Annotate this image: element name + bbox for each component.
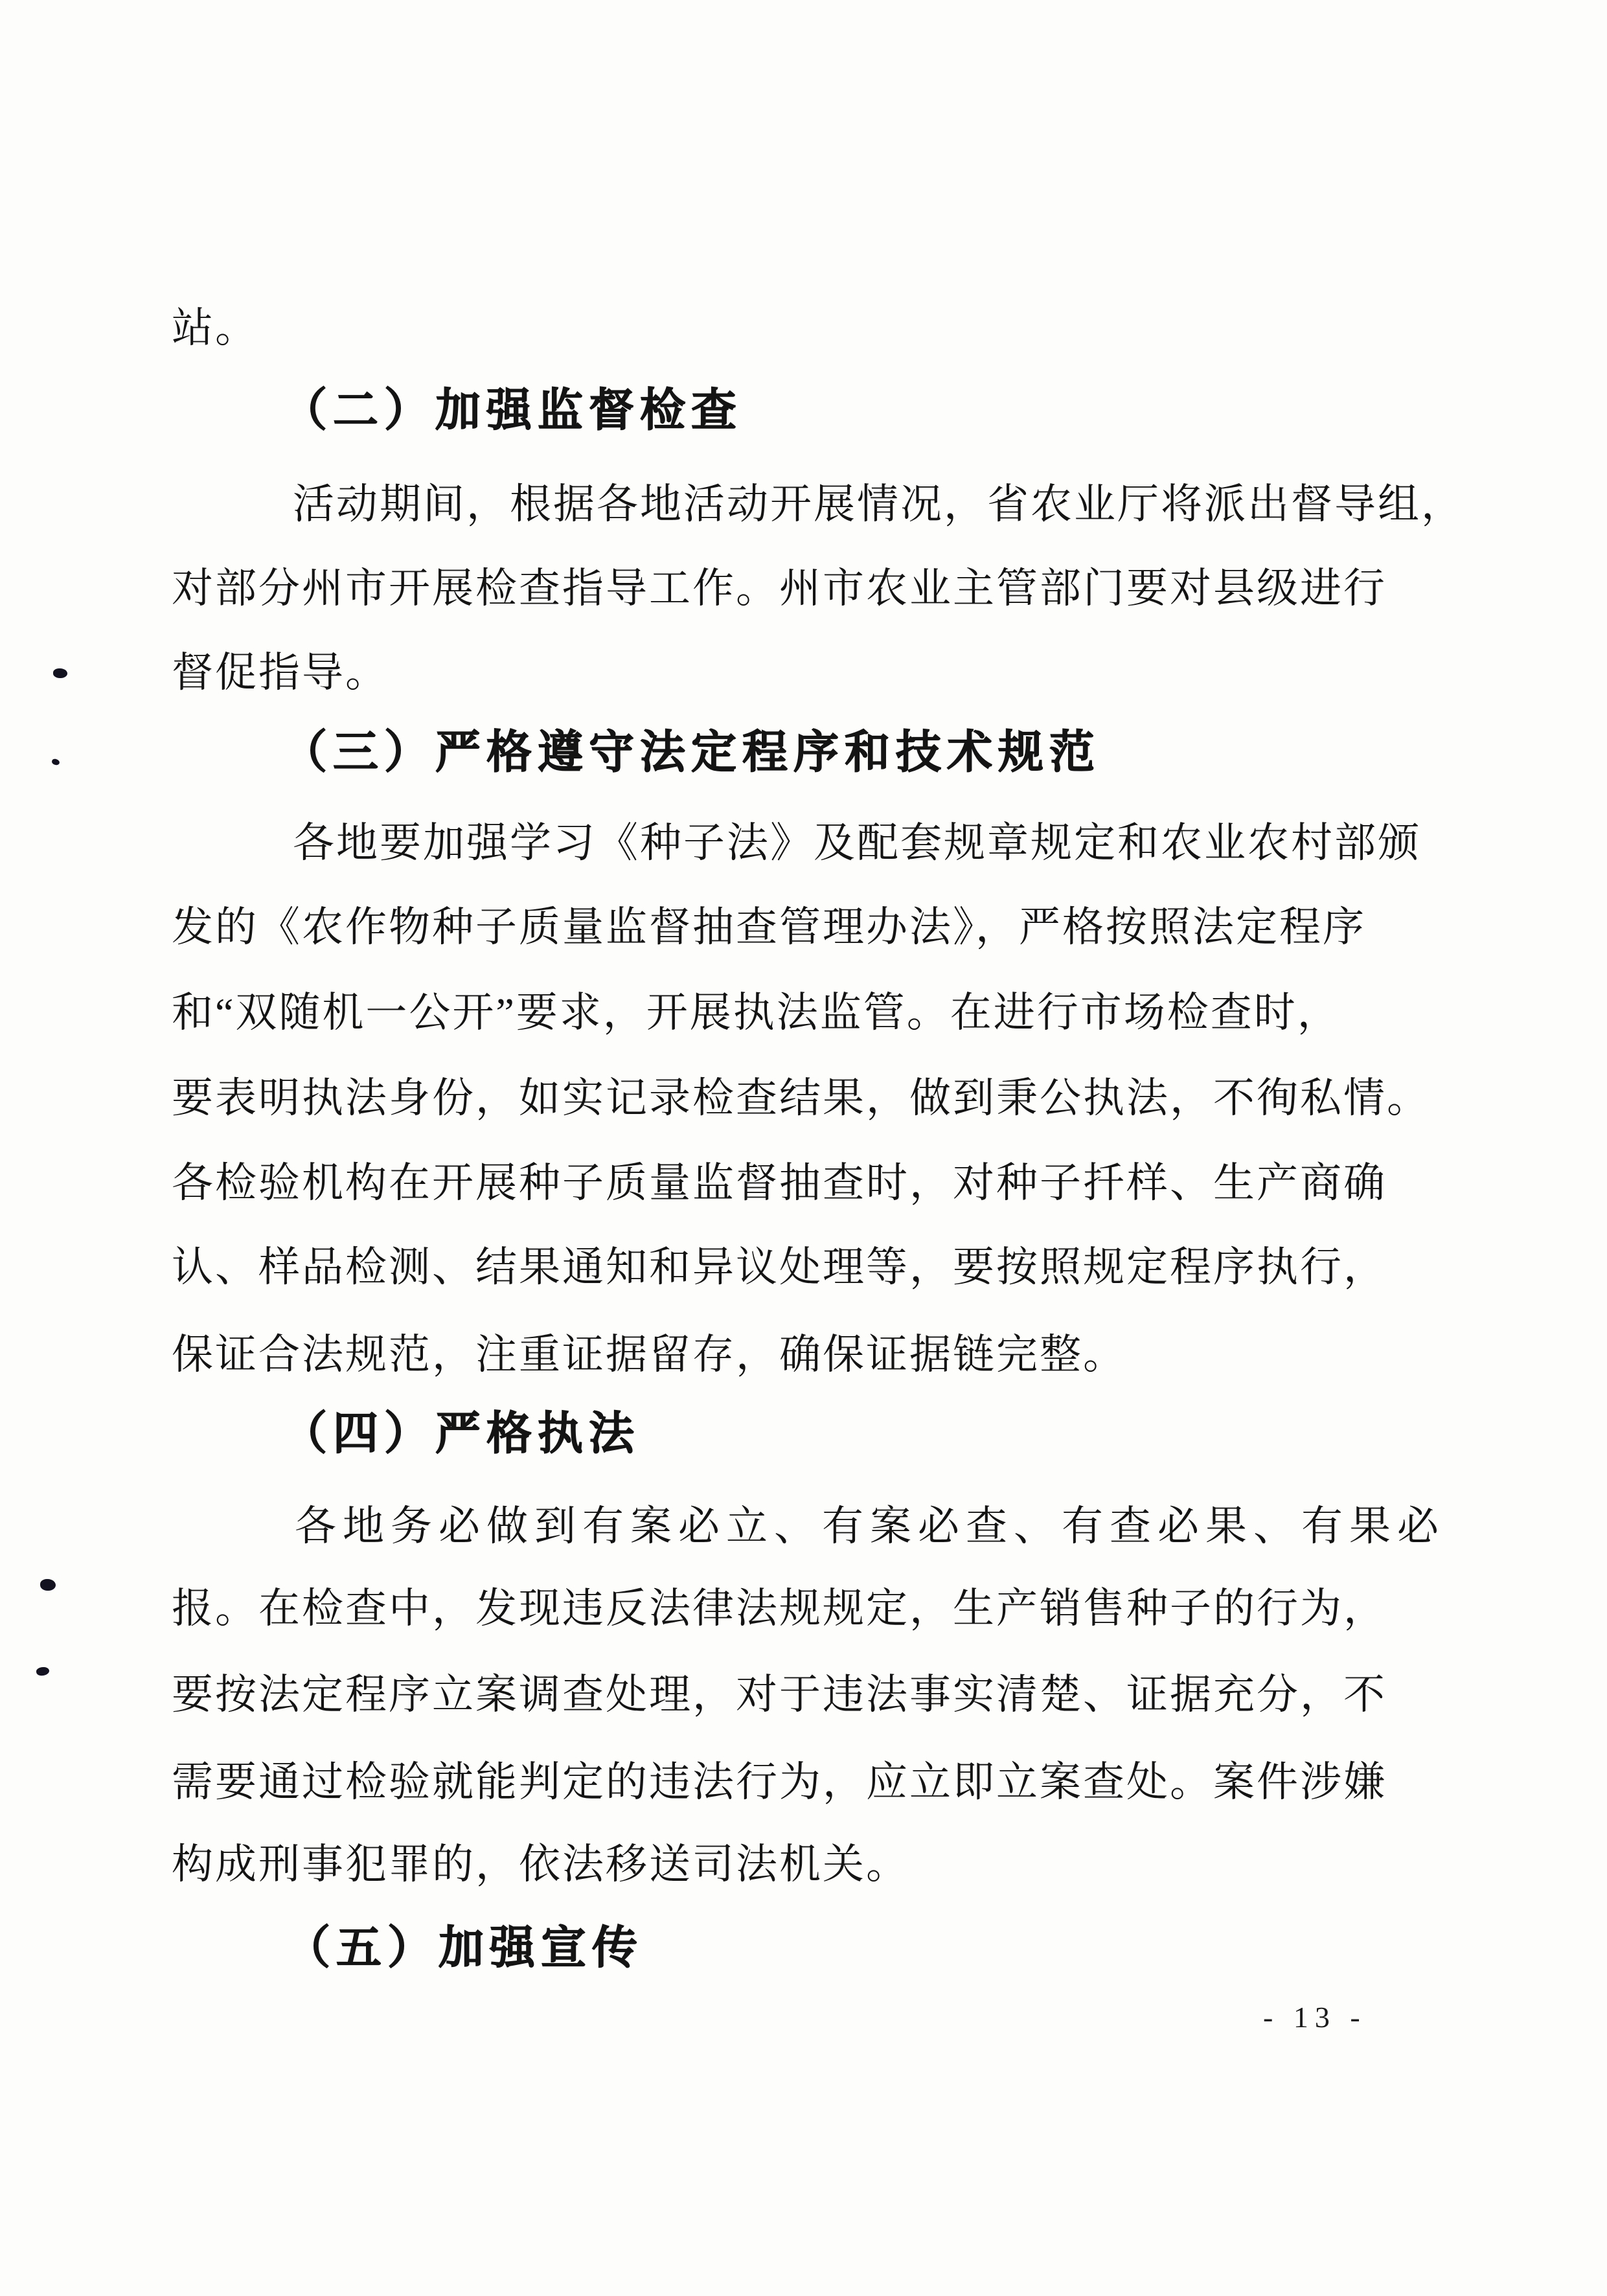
text-line: 报。在检查中，发现违反法律法规规定，生产销售种子的行为， xyxy=(172,1586,1387,1631)
text-line: 各地务必做到有案必立、有案必查、有查必果、有果必 xyxy=(295,1503,1445,1549)
section-heading-3: （三）严格遵守法定程序和技术规范 xyxy=(282,728,1100,778)
text-line: 认、样品检测、结果通知和异议处理等，要按照规定程序执行， xyxy=(172,1244,1387,1290)
ink-speck xyxy=(40,1579,56,1591)
page-number: - 13 - xyxy=(1263,2001,1367,2034)
text-line: 构成刑事犯罪的，依法移送司法机关。 xyxy=(172,1841,909,1887)
ink-speck xyxy=(36,1666,50,1676)
text-line: 对部分州市开展检查指导工作。州市农业主管部门要对县级进行 xyxy=(172,565,1387,611)
text-line: 各检验机构在开展种子质量监督抽查时，对种子扦样、生产商确 xyxy=(172,1160,1387,1206)
text-line: 发的《农作物种子质量监督抽查管理办法》，严格按照法定程序 xyxy=(172,904,1366,950)
text-line: 要按法定程序立案调查处理，对于违法事实清楚、证据充分，不 xyxy=(172,1672,1387,1718)
text-line: 站。 xyxy=(172,305,258,351)
text-line: 需要通过检验就能判定的违法行为，应立即立案查处。案件涉嫌 xyxy=(172,1759,1387,1805)
ink-speck xyxy=(51,758,60,766)
section-heading-5: （五）加强宣传 xyxy=(285,1924,643,1973)
section-heading-4: （四）严格执法 xyxy=(282,1409,640,1459)
text-line: 各地要加强学习《种子法》及配套规章规定和农业农村部颁 xyxy=(293,820,1421,866)
text-line: 和“双随机一公开”要求，开展执法监管。在进行市场检查时， xyxy=(172,990,1341,1036)
section-heading-2: （二）加强监督检查 xyxy=(282,386,742,436)
text-line: 活动期间，根据各地活动开展情况，省农业厅将派出督导组， xyxy=(293,481,1465,527)
text-line: 保证合法规范，注重证据留存，确保证据链完整。 xyxy=(172,1332,1126,1378)
ink-speck xyxy=(53,668,67,678)
text-line: 要表明执法身份，如实记录检查结果，做到秉公执法，不徇私情。 xyxy=(172,1075,1430,1121)
text-line: 督促指导。 xyxy=(172,650,389,696)
